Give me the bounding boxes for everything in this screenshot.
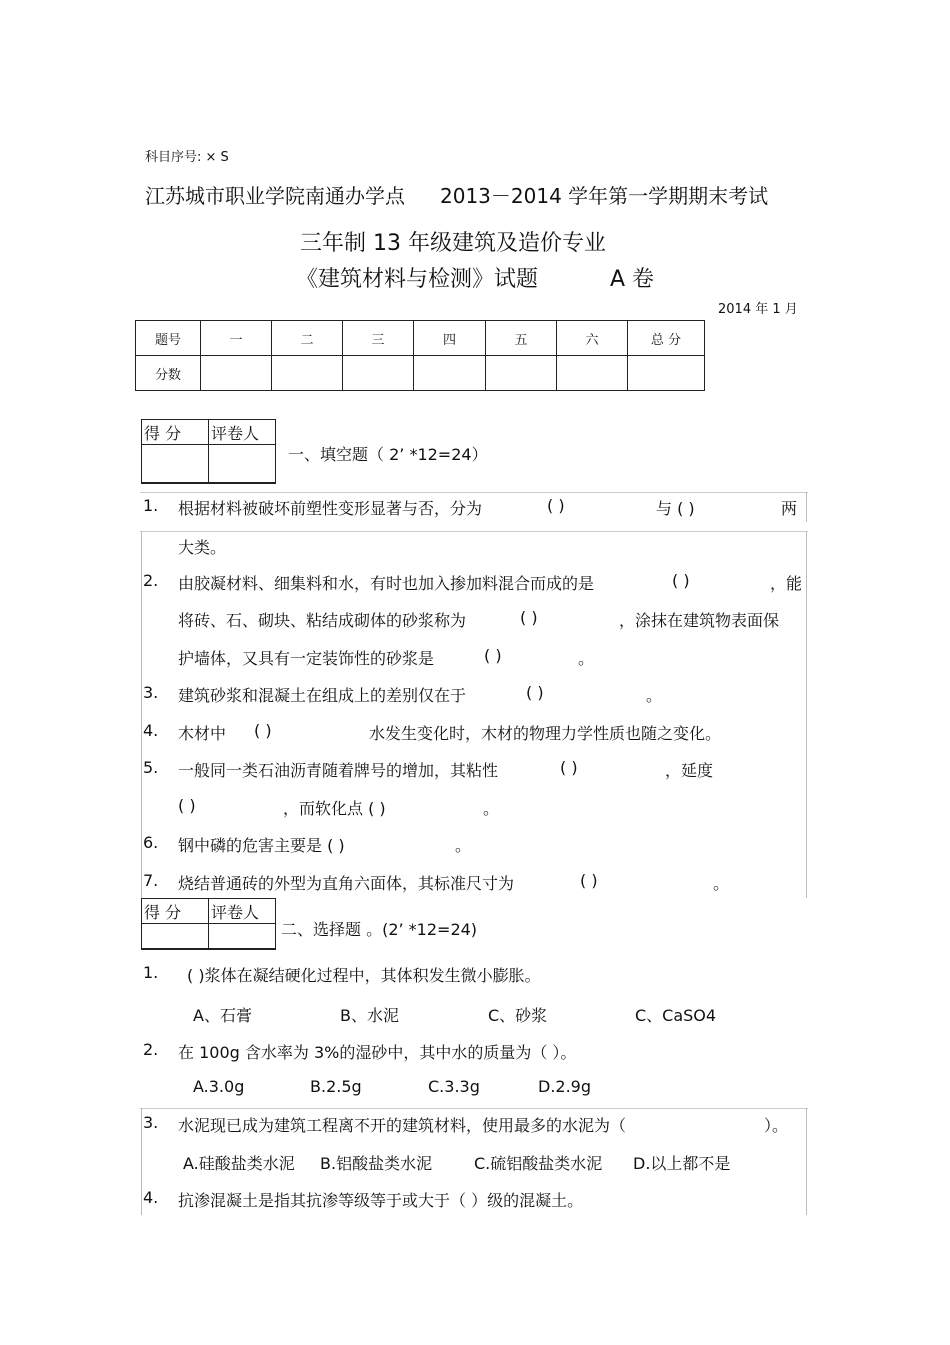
answer-blank[interactable]: ( ) xyxy=(547,496,565,515)
frame-line xyxy=(140,492,808,493)
question-text: 两 xyxy=(781,499,798,518)
option-b[interactable]: B.铝酸盐类水泥 xyxy=(320,1154,433,1173)
question-text: 。 xyxy=(646,686,663,705)
score-cell[interactable] xyxy=(557,356,628,391)
answer-blank[interactable]: 与 ( ) xyxy=(656,499,695,518)
score-table-cell: 三 xyxy=(343,321,414,356)
option-c[interactable]: C.硫铝酸盐类水泥 xyxy=(474,1154,603,1173)
answer-blank[interactable]: ( ) xyxy=(178,796,196,815)
question-number: 3. xyxy=(143,683,159,702)
score-table-cell: 四 xyxy=(414,321,486,356)
score-cell[interactable] xyxy=(201,356,272,391)
option-c[interactable]: C.3.3g xyxy=(428,1077,480,1096)
grader-name-cell[interactable] xyxy=(209,924,276,949)
question-number: 2. xyxy=(143,571,159,590)
question-text: ，延度 xyxy=(665,761,714,780)
question-text: 。 xyxy=(578,649,595,668)
score-cell[interactable] xyxy=(628,356,705,391)
score-table-cell: 一 xyxy=(201,321,272,356)
question-text: 一般同一类石油沥青随着牌号的增加，其粘性 xyxy=(178,761,499,780)
question-text: ，能 xyxy=(770,574,803,593)
question-text: 护墙体，又具有一定装饰性的砂浆是 xyxy=(178,649,435,668)
answer-blank[interactable]: ( ) xyxy=(580,871,598,890)
score-table-cell: 总 分 xyxy=(628,321,705,356)
question-number: 5. xyxy=(143,758,159,777)
question-number: 3. xyxy=(143,1113,159,1132)
grader-box-section1 xyxy=(141,419,276,484)
grader-name-label: 评卷人 xyxy=(209,420,276,445)
frame-line xyxy=(806,492,807,522)
score-label: 分数 xyxy=(136,356,201,391)
answer-blank[interactable]: ( ) xyxy=(560,758,578,777)
question-number: 4. xyxy=(143,1188,159,1207)
score-table-cell: 五 xyxy=(486,321,557,356)
question-text: 水发生变化时，木材的物理力学性质也随之变化。 xyxy=(369,724,722,743)
question-text: 将砖、石、砌块、粘结成砌体的砂浆称为 xyxy=(178,611,467,630)
frame-line xyxy=(806,1108,807,1215)
question-text: 。 xyxy=(455,836,472,855)
question-text: 烧结普通砖的外型为直角六面体，其标准尺寸为 xyxy=(178,874,515,893)
score-table-cell: 六 xyxy=(557,321,628,356)
question-text: 抗渗混凝土是指其抗渗等级等于或大于（ ）级的混凝土。 xyxy=(178,1191,584,1210)
option-d[interactable]: D.2.9g xyxy=(538,1077,592,1096)
section2-title: 二、选择题 。(2’ *12=24) xyxy=(281,920,478,939)
question-number: 6. xyxy=(143,833,159,852)
score-cell[interactable] xyxy=(272,356,343,391)
question-text: 在 100g 含水率为 3%的湿砂中，其中水的质量为（ ）。 xyxy=(178,1043,577,1062)
frame-line xyxy=(806,531,807,898)
grader-score-cell[interactable] xyxy=(142,445,209,483)
score-table-cell: 题号 xyxy=(136,321,201,356)
question-text: ( )浆体在凝结硬化过程中，其体积发生微小膨胀。 xyxy=(187,966,541,985)
score-cell[interactable] xyxy=(414,356,486,391)
question-text: ）。 xyxy=(764,1116,789,1135)
exam-date: 2014 年 1 月 xyxy=(718,302,798,317)
exam-term: 2013－2014 学年第一学期期末考试 xyxy=(440,184,769,208)
frame-line xyxy=(140,1108,808,1109)
option-a[interactable]: A、石膏 xyxy=(193,1006,252,1025)
section1-title: 一、填空题（ 2’ *12=24） xyxy=(288,445,488,464)
score-cell[interactable] xyxy=(343,356,414,391)
question-text: 根据材料被破坏前塑性变形显著与否，分为 xyxy=(178,499,483,518)
question-text: 钢中磷的危害主要是 ( ) xyxy=(178,836,345,855)
question-text: 水泥现已成为建筑工程离不开的建筑材料，使用最多的水泥为（ xyxy=(178,1116,627,1135)
option-a[interactable]: A.3.0g xyxy=(193,1077,245,1096)
question-number: 7. xyxy=(143,871,159,890)
question-text: ，而软化点 ( ) xyxy=(283,799,386,818)
question-text: 大类。 xyxy=(178,538,227,557)
answer-blank[interactable]: ( ) xyxy=(484,646,502,665)
question-text: 。 xyxy=(483,799,500,818)
paper-label: A 卷 xyxy=(610,267,655,292)
grader-score-label: 得 分 xyxy=(142,899,209,924)
question-text: 。 xyxy=(713,874,730,893)
option-c[interactable]: C、砂浆 xyxy=(488,1006,548,1025)
score-table-header-row xyxy=(136,321,705,356)
question-number: 1. xyxy=(143,963,159,982)
score-cell[interactable] xyxy=(486,356,557,391)
school-name: 江苏城市职业学院南通办学点 xyxy=(145,184,405,208)
answer-blank[interactable]: ( ) xyxy=(254,721,272,740)
question-number: 2. xyxy=(143,1040,159,1059)
answer-blank[interactable]: ( ) xyxy=(672,571,690,590)
course-title: 《建筑材料与检测》试题 xyxy=(296,267,539,292)
option-d[interactable]: C、CaSO4 xyxy=(635,1006,717,1025)
subject-number: 科目序号: × S xyxy=(145,150,229,165)
question-text: 木材中 xyxy=(178,724,227,743)
frame-line xyxy=(141,531,142,898)
grader-name-cell[interactable] xyxy=(209,445,276,483)
frame-line xyxy=(140,531,808,532)
option-d[interactable]: D.以上都不是 xyxy=(633,1154,731,1173)
grader-name-label: 评卷人 xyxy=(209,899,276,924)
grader-score-label: 得 分 xyxy=(142,420,209,445)
score-table-cell: 二 xyxy=(272,321,343,356)
option-b[interactable]: B.2.5g xyxy=(310,1077,362,1096)
score-table-score-row xyxy=(136,356,705,391)
answer-blank[interactable]: ( ) xyxy=(526,683,544,702)
question-text: ，涂抹在建筑物表面保 xyxy=(619,611,780,630)
grader-score-cell[interactable] xyxy=(142,924,209,949)
score-table xyxy=(135,320,705,391)
frame-line xyxy=(141,1108,142,1215)
answer-blank[interactable]: ( ) xyxy=(520,608,538,627)
option-b[interactable]: B、水泥 xyxy=(340,1006,399,1025)
grader-box-section2 xyxy=(141,898,276,950)
question-text: 由胶凝材料、细集料和水，有时也加入掺加料混合而成的是 xyxy=(178,574,595,593)
question-number: 4. xyxy=(143,721,159,740)
option-a[interactable]: A.硅酸盐类水泥 xyxy=(183,1154,295,1173)
question-number: 1. xyxy=(143,496,159,515)
question-text: 建筑砂浆和混凝土在组成上的差别仅在于 xyxy=(178,686,467,705)
program-title: 三年制 13 年级建筑及造价专业 xyxy=(300,231,606,256)
